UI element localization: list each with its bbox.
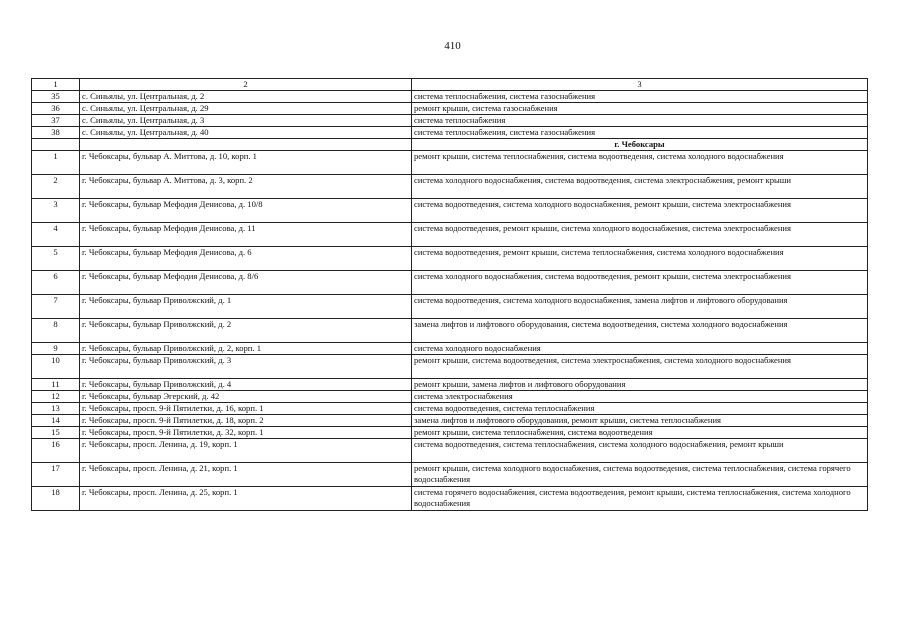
row-number: 2 bbox=[32, 175, 80, 199]
row-number: 15 bbox=[32, 427, 80, 439]
row-works: система холодного водоснабжения bbox=[412, 343, 868, 355]
table-row bbox=[32, 403, 868, 415]
row-works: система водоотведения, система теплоснабжения, система холодного водоснабжения, ремонт крыши bbox=[412, 439, 868, 463]
row-works: замена лифтов и лифтового оборудования, система водоотведения, система холодного водоснабжения bbox=[412, 319, 868, 343]
row-number: 10 bbox=[32, 355, 80, 379]
row-address: г. Чебоксары, бульвар А. Миттова, д. 3, корп. 2 bbox=[80, 175, 412, 199]
registry-table bbox=[31, 78, 868, 511]
row-number: 38 bbox=[32, 127, 80, 139]
table-row bbox=[32, 151, 868, 175]
row-address: г. Чебоксары, бульвар Мефодия Денисова, д. 6 bbox=[80, 247, 412, 271]
row-works: система водоотведения, система холодного водоснабжения, ремонт крыши, система электроснабжения bbox=[412, 199, 868, 223]
row-works: ремонт крыши, система теплоснабжения, система водоотведения, система холодного водоснабжения bbox=[412, 151, 868, 175]
row-number: 4 bbox=[32, 223, 80, 247]
row-works: система водоотведения, ремонт крыши, система холодного водоснабжения, система электроснабжения bbox=[412, 223, 868, 247]
table-row bbox=[32, 271, 868, 295]
section-row bbox=[32, 139, 868, 151]
row-address: г. Чебоксары, бульвар Мефодия Денисова, д. 10/8 bbox=[80, 199, 412, 223]
table-row bbox=[32, 463, 868, 487]
row-address: с. Синьялы, ул. Центральная, д. 2 bbox=[80, 91, 412, 103]
table-row bbox=[32, 379, 868, 391]
row-address: г. Чебоксары, просп. Ленина, д. 25, корп. 1 bbox=[80, 487, 412, 511]
table-row bbox=[32, 343, 868, 355]
row-address: г. Чебоксары, бульвар Приволжский, д. 4 bbox=[80, 379, 412, 391]
row-address: г. Чебоксары, бульвар Мефодия Денисова, д. 11 bbox=[80, 223, 412, 247]
row-address: с. Синьялы, ул. Центральная, д. 40 bbox=[80, 127, 412, 139]
row-address: г. Чебоксары, бульвар Приволжский, д. 3 bbox=[80, 355, 412, 379]
table-row bbox=[32, 439, 868, 463]
table-row bbox=[32, 487, 868, 511]
row-address: г. Чебоксары, просп. Ленина, д. 21, корп. 1 bbox=[80, 463, 412, 487]
row-address: г. Чебоксары, просп. Ленина, д. 19, корп. 1 bbox=[80, 439, 412, 463]
row-works: ремонт крыши, система холодного водоснабжения, система водоотведения, система теплоснабжения, система горячего водоснабжения bbox=[412, 463, 868, 487]
table-row bbox=[32, 295, 868, 319]
row-number: 16 bbox=[32, 439, 80, 463]
row-number: 8 bbox=[32, 319, 80, 343]
row-number: 36 bbox=[32, 103, 80, 115]
table-row bbox=[32, 175, 868, 199]
row-works: система теплоснабжения, система газоснабжения bbox=[412, 91, 868, 103]
row-works: ремонт крыши, замена лифтов и лифтового оборудования bbox=[412, 379, 868, 391]
table-row bbox=[32, 91, 868, 103]
row-address: г. Чебоксары, бульвар А. Миттова, д. 10, корп. 1 bbox=[80, 151, 412, 175]
row-number: 9 bbox=[32, 343, 80, 355]
row-address: г. Чебоксары, просп. 9-й Пятилетки, д. 16, корп. 1 bbox=[80, 403, 412, 415]
row-number: 7 bbox=[32, 295, 80, 319]
row-address: г. Чебоксары, просп. 9-й Пятилетки, д. 32, корп. 1 bbox=[80, 427, 412, 439]
row-address: г. Чебоксары, бульвар Приволжский, д. 2, корп. 1 bbox=[80, 343, 412, 355]
column-header-address: 2 bbox=[80, 79, 412, 91]
table-row bbox=[32, 391, 868, 403]
row-address: г. Чебоксары, бульвар Приволжский, д. 2 bbox=[80, 319, 412, 343]
table-row bbox=[32, 415, 868, 427]
table-row bbox=[32, 199, 868, 223]
row-works: система горячего водоснабжения, система водоотведения, ремонт крыши, система теплоснабжения, система холодного водоснабжения bbox=[412, 487, 868, 511]
table-row bbox=[32, 247, 868, 271]
table-row bbox=[32, 355, 868, 379]
row-works: система холодного водоснабжения, система водоотведения, система электроснабжения, ремонт крыши bbox=[412, 175, 868, 199]
section-empty-cell bbox=[32, 139, 80, 151]
column-header-number: 1 bbox=[32, 79, 80, 91]
row-number: 1 bbox=[32, 151, 80, 175]
row-works: система водоотведения, система теплоснабжения bbox=[412, 403, 868, 415]
row-number: 14 bbox=[32, 415, 80, 427]
row-number: 12 bbox=[32, 391, 80, 403]
section-empty-cell bbox=[80, 139, 412, 151]
row-number: 17 bbox=[32, 463, 80, 487]
row-address: с. Синьялы, ул. Центральная, д. 29 bbox=[80, 103, 412, 115]
row-number: 11 bbox=[32, 379, 80, 391]
row-address: г. Чебоксары, просп. 9-й Пятилетки, д. 18, корп. 2 bbox=[80, 415, 412, 427]
row-address: г. Чебоксары, бульвар Мефодия Денисова, д. 8/6 bbox=[80, 271, 412, 295]
row-works: замена лифтов и лифтового оборудования, ремонт крыши, система теплоснабжения bbox=[412, 415, 868, 427]
row-address: с. Синьялы, ул. Центральная, д. 3 bbox=[80, 115, 412, 127]
section-title: г. Чебоксары bbox=[412, 139, 868, 151]
row-works: система холодного водоснабжения, система водоотведения, ремонт крыши, система электроснабжения bbox=[412, 271, 868, 295]
row-works: ремонт крыши, система теплоснабжения, система водоотведения bbox=[412, 427, 868, 439]
row-number: 3 bbox=[32, 199, 80, 223]
row-number: 13 bbox=[32, 403, 80, 415]
row-works: система теплоснабжения, система газоснабжения bbox=[412, 127, 868, 139]
row-number: 37 bbox=[32, 115, 80, 127]
row-address: г. Чебоксары, бульвар Приволжский, д. 1 bbox=[80, 295, 412, 319]
row-works: система водоотведения, система холодного водоснабжения, замена лифтов и лифтового оборудования bbox=[412, 295, 868, 319]
row-works: система электроснабжения bbox=[412, 391, 868, 403]
table-row bbox=[32, 427, 868, 439]
table-row bbox=[32, 115, 868, 127]
page-number: 410 bbox=[444, 40, 461, 52]
row-number: 18 bbox=[32, 487, 80, 511]
table-row bbox=[32, 319, 868, 343]
table-row bbox=[32, 103, 868, 115]
row-number: 35 bbox=[32, 91, 80, 103]
row-works: система водоотведения, ремонт крыши, система теплоснабжения, система холодного водоснабжения bbox=[412, 247, 868, 271]
row-works: ремонт крыши, система газоснабжения bbox=[412, 103, 868, 115]
column-header-works: 3 bbox=[412, 79, 868, 91]
table-row bbox=[32, 127, 868, 139]
row-works: система теплоснабжения bbox=[412, 115, 868, 127]
row-address: г. Чебоксары, бульвар Эгерский, д. 42 bbox=[80, 391, 412, 403]
row-works: ремонт крыши, система водоотведения, система электроснабжения, система холодного водоснабжения bbox=[412, 355, 868, 379]
table-header-row bbox=[32, 79, 868, 91]
row-number: 5 bbox=[32, 247, 80, 271]
table-row bbox=[32, 223, 868, 247]
row-number: 6 bbox=[32, 271, 80, 295]
